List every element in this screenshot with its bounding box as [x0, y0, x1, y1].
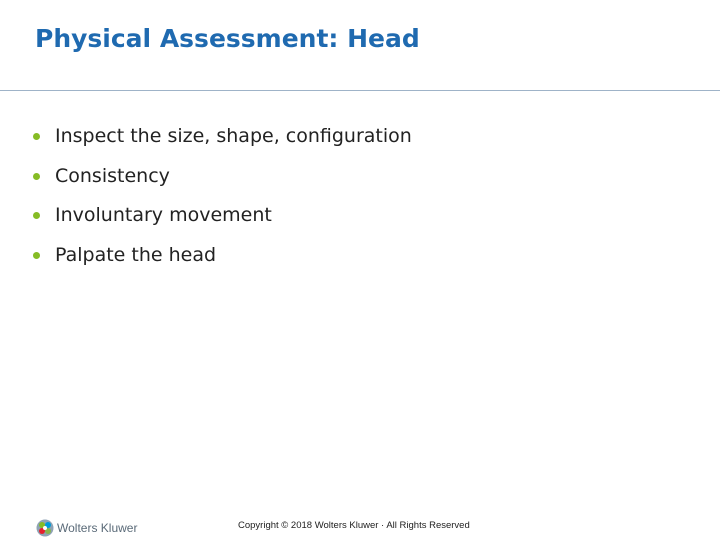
bullet-dot-icon	[33, 173, 40, 180]
slide-title: Physical Assessment: Head	[35, 24, 420, 53]
bullet-dot-icon	[33, 212, 40, 219]
bullet-dot-icon	[33, 252, 40, 259]
bullet-text: Involuntary movement	[55, 204, 272, 226]
footer-logo	[36, 519, 137, 537]
bullet-list	[33, 122, 412, 280]
bullet-dot-icon	[33, 133, 40, 140]
bullet-text: Inspect the size, shape, configuration	[55, 125, 412, 147]
title-divider	[0, 90, 720, 91]
logo-text: Wolters Kluwer	[57, 521, 138, 535]
bullet-text: Palpate the head	[55, 243, 217, 266]
copyright-text: Copyright © 2018 Wolters Kluwer · All Rights Reserved	[238, 520, 470, 531]
bullet-item	[33, 162, 412, 202]
bullet-item	[33, 241, 412, 281]
bullet-text: Consistency	[55, 164, 170, 187]
bullet-item	[33, 122, 412, 162]
bullet-item	[33, 201, 412, 241]
wolters-kluwer-logo-icon	[36, 519, 54, 537]
